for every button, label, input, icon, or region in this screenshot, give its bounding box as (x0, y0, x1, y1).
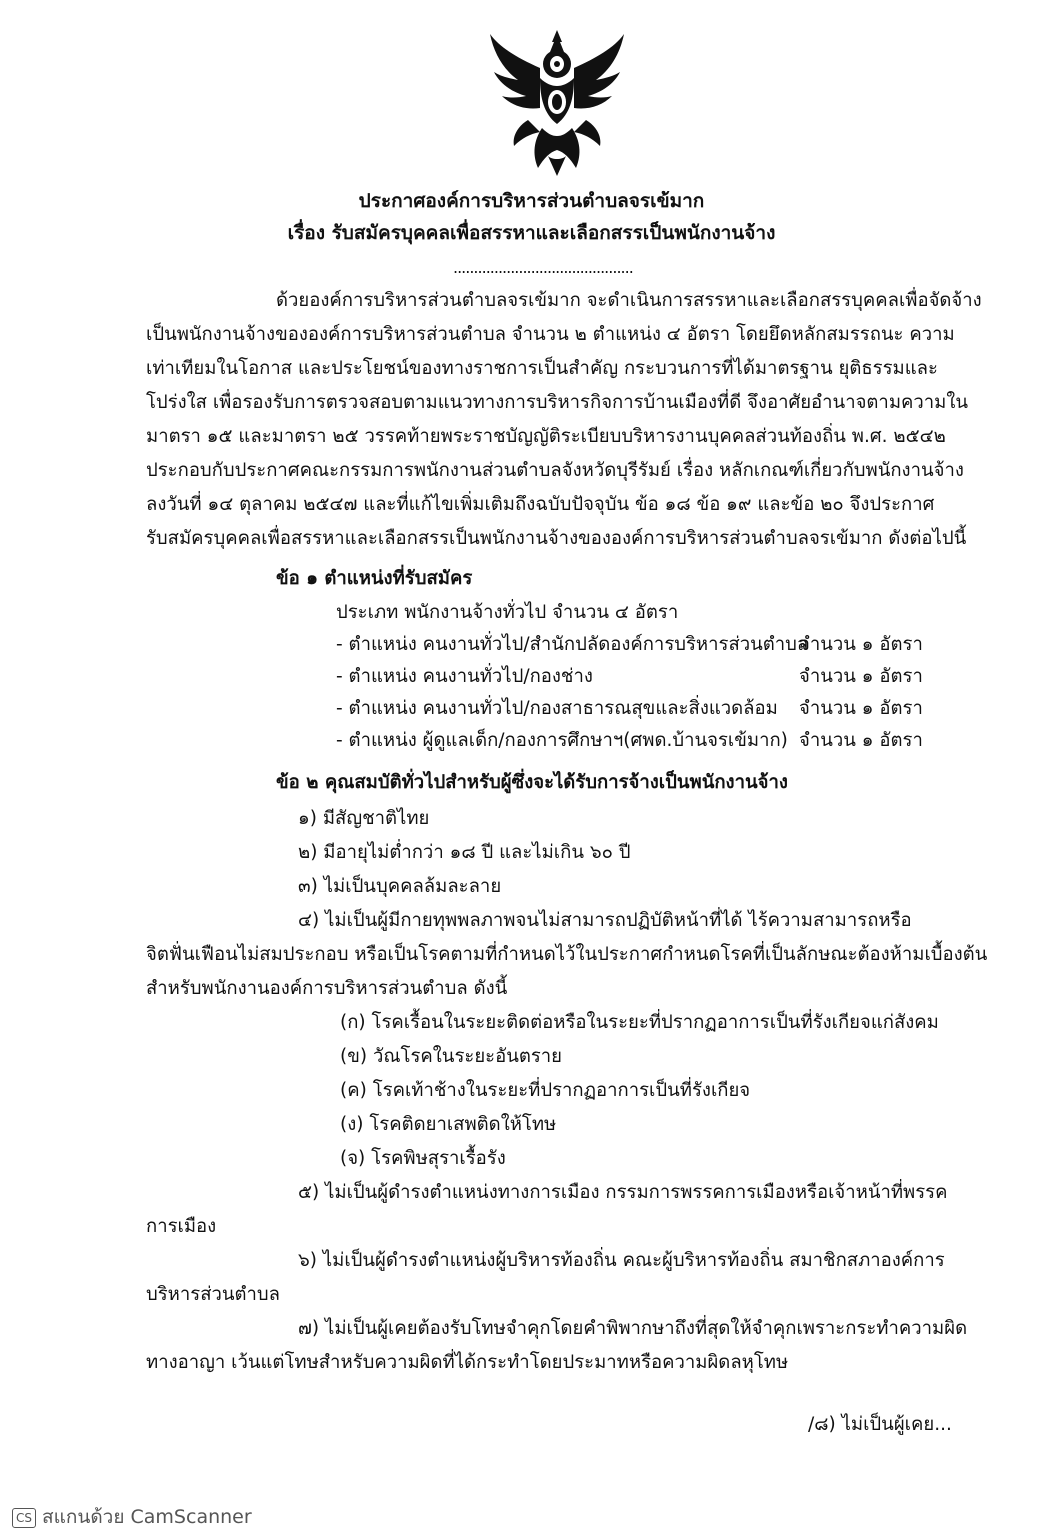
employment-type-line: ประเภท พนักงานจ้างทั่วไป จำนวน ๔ อัตรา (336, 602, 679, 623)
qualification-item: ๖) ไม่เป็นผู้ดำรงตำแหน่งผู้บริหารท้องถิ่น คณะผู้บริหารท้องถิ่น สมาชิกสภาองค์การ (298, 1250, 945, 1271)
section1-heading: ข้อ ๑ ตำแหน่งที่รับสมัคร (276, 568, 473, 589)
section2-heading: ข้อ ๒ คุณสมบัติทั่วไปสำหรับผู้ซึ่งจะได้รับการจ้างเป็นพนักงานจ้าง (276, 772, 788, 793)
document-subject: เรื่อง รับสมัครบุคคลเพื่อสรรหาและเลือกสรรเป็นพนักงานจ้าง (287, 222, 776, 244)
qualification-item: ๕) ไม่เป็นผู้ดำรงตำแหน่งทางการเมือง กรรมการพรรคการเมืองหรือเจ้าหน้าที่พรรค (298, 1182, 948, 1203)
garuda-emblem (478, 28, 636, 178)
intro-line-7: ลงวันที่ ๑๔ ตุลาคม ๒๕๔๗ และที่แก้ไขเพิ่มเติมถึงฉบับปัจจุบัน ข้อ ๑๘ ข้อ ๑๙ และข้อ ๒๐ จึงประกาศ (146, 494, 935, 515)
position-name: - ตำแหน่ง คนงานทั่วไป/สำนักปลัดองค์การบริหารส่วนตำบล (336, 634, 809, 655)
continuation-note: /๘) ไม่เป็นผู้เคย... (808, 1414, 952, 1435)
scanner-watermark (12, 1502, 252, 1532)
position-name: - ตำแหน่ง ผู้ดูแลเด็ก/กองการศึกษาฯ(ศพด.บ้านจรเข้มาก) (336, 730, 788, 751)
qualification-item-cont: การเมือง (146, 1216, 217, 1237)
camscanner-icon: CS (12, 1508, 36, 1528)
position-amount: จำนวน ๑ อัตรา (799, 730, 923, 751)
intro-line-8: รับสมัครบุคคลเพื่อสรรหาและเลือกสรรเป็นพนักงานจ้างขององค์การบริหารส่วนตำบลจรเข้มาก ดังต่อไปนี้ (146, 528, 967, 549)
qualification-item-cont: บริหารส่วนตำบล (146, 1284, 281, 1305)
qualification-item: ๒) มีอายุไม่ต่ำกว่า ๑๘ ปี และไม่เกิน ๖๐ ปี (298, 842, 631, 863)
document-title: ประกาศองค์การบริหารส่วนตำบลจรเข้มาก (358, 190, 705, 212)
watermark-text: สแกนด้วย CamScanner (42, 1506, 252, 1528)
disease-item: (ค) โรคเท้าช้างในระยะที่ปรากฏอาการเป็นที่รังเกียจ (340, 1080, 751, 1101)
qualification-item: ๓) ไม่เป็นบุคคลล้มละลาย (298, 876, 502, 897)
qualification-item: ๔) ไม่เป็นผู้มีกายทุพพลภาพจนไม่สามารถปฏิบัติหน้าที่ได้ ไร้ความสามารถหรือ (298, 910, 912, 931)
position-amount: จำนวน ๑ อัตรา (799, 698, 923, 719)
qualification-item: ๗) ไม่เป็นผู้เคยต้องรับโทษจำคุกโดยคำพิพากษาถึงที่สุดให้จำคุกเพราะกระทำความผิด (298, 1318, 968, 1339)
position-amount: จำนวน ๑ อัตรา (799, 634, 923, 655)
disease-item: (ข) วัณโรคในระยะอันตราย (340, 1046, 563, 1067)
intro-line-6: ประกอบกับประกาศคณะกรรมการพนักงานส่วนตำบลจังหวัดบุรีรัมย์ เรื่อง หลักเกณฑ์เกี่ยวกับพนักงานจ้าง (146, 460, 964, 481)
intro-line-4: โปร่งใส เพื่อรองรับการตรวจสอบตามแนวทางการบริหารกิจการบ้านเมืองที่ดี จึงอาศัยอำนาจตามความใน (146, 392, 969, 413)
position-name: - ตำแหน่ง คนงานทั่วไป/กองสาธารณสุขและสิ่งแวดล้อม (336, 698, 778, 719)
position-name: - ตำแหน่ง คนงานทั่วไป/กองช่าง (336, 666, 593, 687)
qualification-item: ๑) มีสัญชาติไทย (298, 808, 430, 829)
disease-item: (ก) โรคเรื้อนในระยะติดต่อหรือในระยะที่ปรากฏอาการเป็นที่รังเกียจแก่สังคม (340, 1012, 939, 1033)
qualification-item-cont: ทางอาญา เว้นแต่โทษสำหรับความผิดที่ได้กระทำโดยประมาทหรือความผิดลหุโทษ (146, 1352, 789, 1373)
intro-line-3: เท่าเทียมในโอกาส และประโยชน์ของทางราชการเป็นสำคัญ กระบวนการที่ได้มาตรฐาน ยุติธรรมและ (146, 358, 938, 379)
qualification-item-cont: จิตฟั่นเฟือนไม่สมประกอบ หรือเป็นโรคตามที่กำหนดไว้ในประกาศกำหนดโรคที่เป็นลักษณะต้องห้ามเบื้องต้น (146, 944, 988, 965)
intro-line-1: ด้วยองค์การบริหารส่วนตำบลจรเข้มาก จะดำเนินการสรรหาและเลือกสรรบุคคลเพื่อจัดจ้าง (276, 290, 982, 311)
disease-item: (จ) โรคพิษสุราเรื้อรัง (340, 1148, 506, 1169)
position-amount: จำนวน ๑ อัตรา (799, 666, 923, 687)
intro-line-5: มาตรา ๑๕ และมาตรา ๒๕ วรรคท้ายพระราชบัญญัติระเบียบบริหารงานบุคคลส่วนท้องถิ่น พ.ศ. ๒๕๔๒ (146, 426, 946, 447)
title-separator: ............................................ (453, 258, 633, 277)
disease-item: (ง) โรคติดยาเสพติดให้โทษ (340, 1114, 557, 1135)
qualification-item-cont: สำหรับพนักงานองค์การบริหารส่วนตำบล ดังนี้ (146, 978, 508, 999)
intro-line-2: เป็นพนักงานจ้างขององค์การบริหารส่วนตำบล จำนวน ๒ ตำแหน่ง ๔ อัตรา โดยยึดหลักสมรรถนะ ความ (146, 324, 955, 345)
